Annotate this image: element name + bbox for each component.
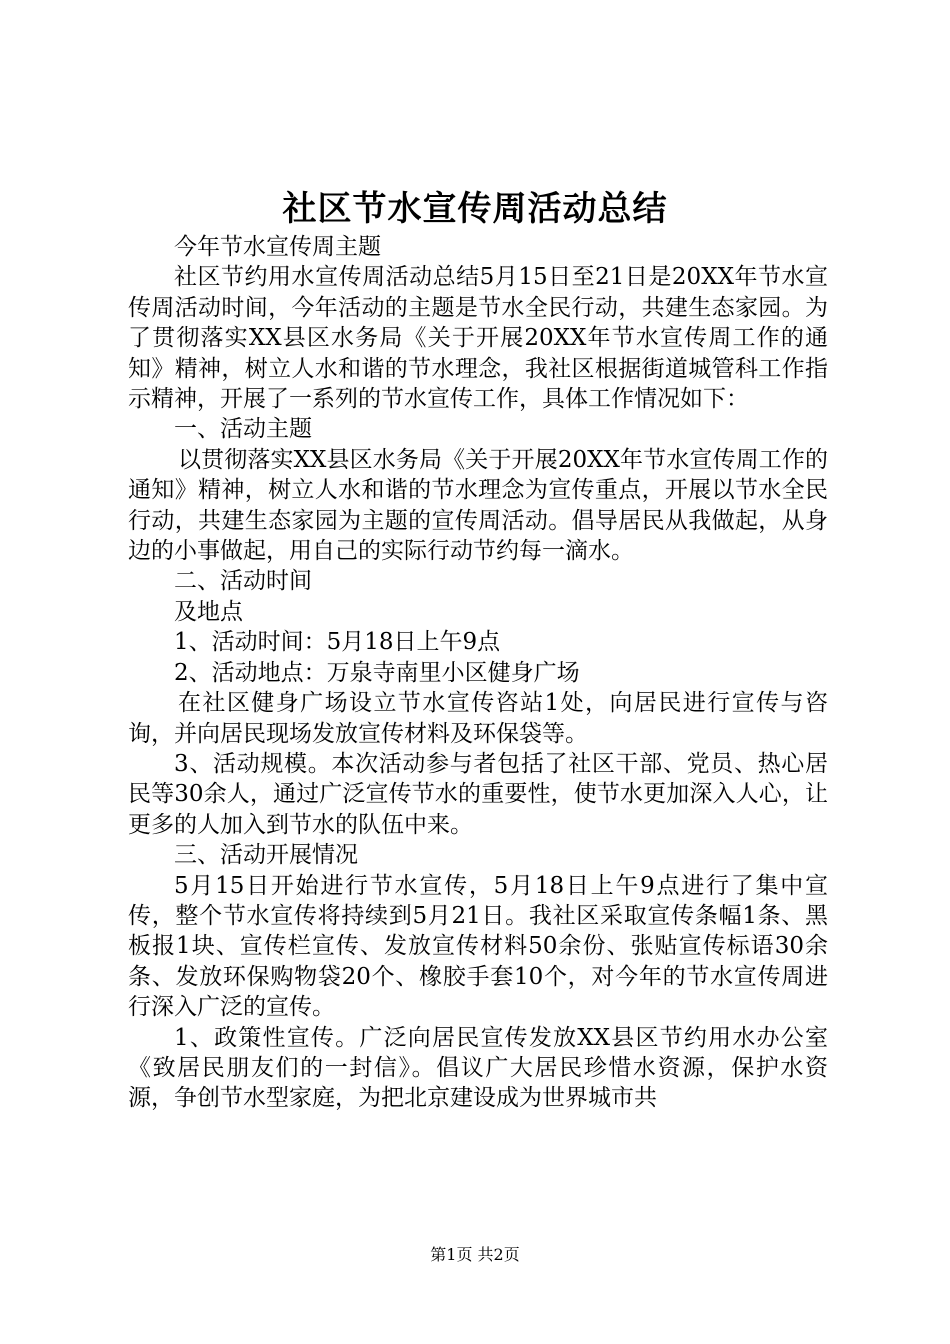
paragraph: 今年节水宣传周主题 [174,234,381,260]
document-body [128,232,828,1114]
list-item: 1、政策性宣传。广泛向居民宣传发放XX县区节约用水办公室《致居民朋友们的一封信》。倡议广大居民珍惜水资源，保护水资源，争创节水型家庭，为把北京建设成为世界城市共 [128,1024,828,1112]
list-item: 1、活动时间：5月18日上午9点 [174,629,501,656]
paragraph: 及地点 [174,598,243,625]
section-heading: 二、活动时间 [174,568,312,595]
paragraph: 以贯彻落实XX县区水务局《关于开展20XX年节水宣传周工作的通知》精神，树立人水和谐的节水理念为宣传重点，开展以节水全民行动，共建生态家园为主题的宣传周活动。倡导居民从我做起，从身边的小事做起，用自己的实际行动节约每一滴水。 [128,446,828,565]
document-title: 社区节水宣传周活动总结 [282,189,668,229]
paragraph: 5月15日开始进行节水宣传，5月18日上午9点进行了集中宣传，整个节水宣传将持续到5月21日。我社区采取宣传条幅1条、黑板报1块、宣传栏宣传、发放宣传材料50余份、张贴宣传标语30余条、发放环保购物袋20个、橡胶手套10个，对今年的节水宣传周进行深入广泛的宣传。 [128,872,828,1021]
paragraph: 社区节约用水宣传周活动总结5月15日至21日是20XX年节水宣传周活动时间，今年活动的主题是节水全民行动，共建生态家园。为了贯彻落实XX县区水务局《关于开展20XX年节水宣传周工作的通知》精神，树立人水和谐的节水理念，我社区根据街道城管科工作指示精神，开展了一系列的节水宣传工作，具体工作情况如下： [128,264,828,413]
section-heading: 三、活动开展情况 [174,842,358,869]
page-footer: 第1页 共2页 [430,1245,520,1264]
section-heading: 一、活动主题 [174,416,312,443]
list-item: 3、活动规模。本次活动参与者包括了社区干部、党员、热心居民等30余人，通过广泛宣传节水的重要性，使节水更加深入人心，让更多的人加入到节水的队伍中来。 [128,750,828,838]
list-item: 2、活动地点：万泉寺南里小区健身广场 [174,659,580,686]
paragraph: 在社区健身广场设立节水宣传咨站1处，向居民进行宣传与咨询，并向居民现场发放宣传材料及环保袋等。 [128,690,828,747]
